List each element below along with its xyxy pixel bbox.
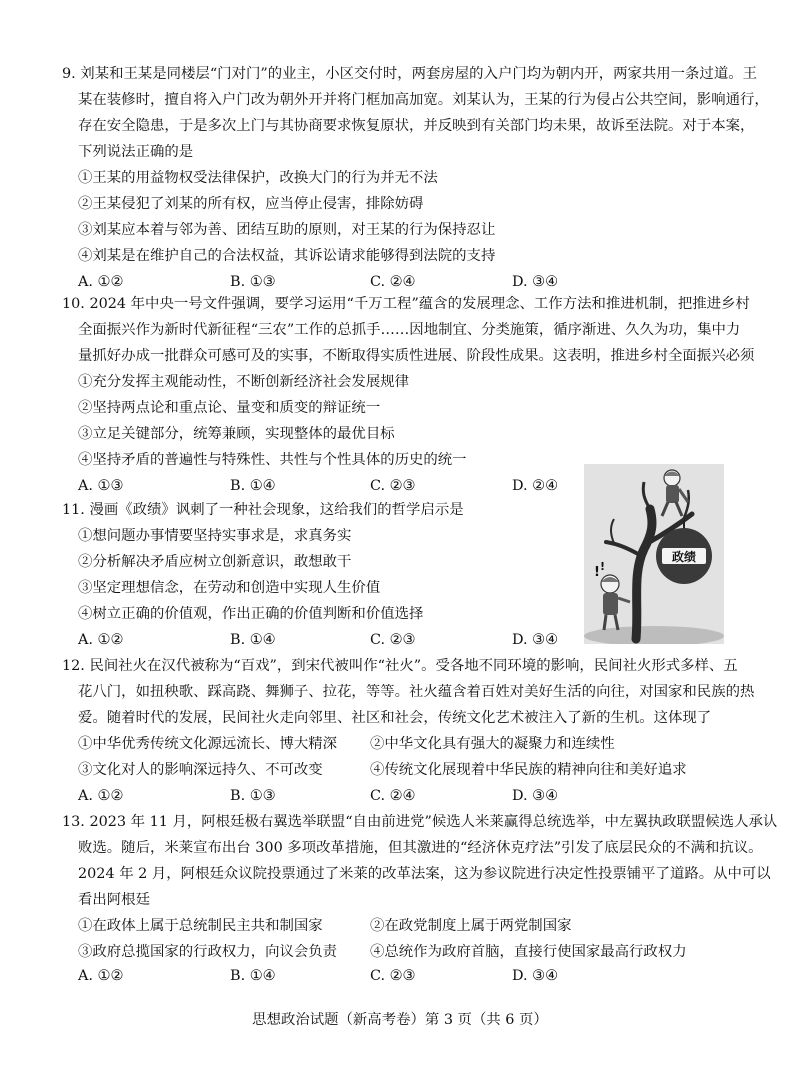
- q9-statement-1: ①王某的用益物权受法律保护，改换大门的行为并无不法: [78, 170, 438, 186]
- q10-statement-3: ③立足关键部分，统筹兼顾，实现整体的最优目标: [78, 426, 395, 442]
- q13-stem-line-2: 败选。随后，米莱宣布出台 300 多项改革措施，但其激进的“经济休克疗法”引发了底层民众的不满和抗议。: [78, 840, 763, 856]
- q9-statement-4: ④刘某是在维护自己的合法权益，其诉讼请求能够得到法院的支持: [78, 248, 496, 264]
- q10-stem-line-3: 量抓好办成一批群众可感可及的实事，不断取得实质性进展、阶段性成果。这表明，推进乡村全面振兴必须: [78, 348, 755, 364]
- q10-stem-line-1: 10. 2024 年中央一号文件强调，要学习运用“千万工程”蕴含的发展理念、工作方法和推进机制，把推进乡村: [62, 296, 750, 312]
- q11-statement-1: ①想问题办事情要坚持实事求是，求真务实: [78, 528, 352, 544]
- cartoon-illustration: [584, 464, 724, 644]
- q13-option-d: D. ③④: [512, 968, 558, 984]
- q9-statement-3: ③刘某应本着与邻为善、团结互助的原则，对王某的行为保持忍让: [78, 222, 496, 238]
- q13-statement-4: ④总统作为政府首脑，直接行使国家最高行政权力: [370, 944, 687, 960]
- q13-option-c: C. ②③: [370, 968, 416, 984]
- q12-statement-4: ④传统文化展现着中华民族的精神向往和美好追求: [370, 762, 687, 778]
- q9-stem-line-2: 某在装修时，擅自将入户门改为朝外开并将门框加高加宽。刘某认为，王某的行为侵占公共空间，影响通行，: [78, 92, 769, 108]
- q10-option-a: A. ①③: [78, 478, 124, 494]
- q12-option-b: B. ①③: [230, 788, 276, 804]
- q11-statement-3: ③坚定理想信念，在劳动和创造中实现人生价值: [78, 580, 381, 596]
- q12-statement-3: ③文化对人的影响深远持久、不可改变: [78, 762, 323, 778]
- q13-stem-line-3: 2024 年 2 月，阿根廷众议院投票通过了米莱的改革法案，这为参议院进行决定性投票铺平了道路。从中可以: [78, 866, 771, 882]
- q11-option-d: D. ③④: [512, 632, 558, 648]
- q9-option-a: A. ①②: [78, 274, 124, 290]
- q10-statement-2: ②坚持两点论和重点论、量变和质变的辩证统一: [78, 400, 381, 416]
- cartoon-svg: [584, 464, 724, 644]
- q9-statement-2: ②王某侵犯了刘某的所有权，应当停止侵害，排除妨碍: [78, 196, 424, 212]
- q10-stem-line-2: 全面振兴作为新时代新征程“三农”工作的总抓手……因地制宜、分类施策，循序渐进、久久为功，集中力: [78, 322, 741, 338]
- q10-statement-4: ④坚持矛盾的普遍性与特殊性、共性与个性具体的历史的统一: [78, 452, 467, 468]
- q13-option-a: A. ①②: [78, 968, 124, 984]
- page-footer: 思想政治试题（新高考卷）第 3 页（共 6 页）: [252, 1012, 548, 1028]
- q9-option-b: B. ①③: [230, 274, 276, 290]
- q10-option-c: C. ②③: [370, 478, 416, 494]
- q10-option-d: D. ②④: [512, 478, 558, 494]
- q13-option-b: B. ①④: [230, 968, 276, 984]
- q12-option-a: A. ①②: [78, 788, 124, 804]
- q13-statement-1: ①在政体上属于总统制民主共和制国家: [78, 918, 323, 934]
- q11-stem-line-1: 11. 漫画《政绩》讽刺了一种社会现象，这给我们的哲学启示是: [62, 502, 464, 518]
- q12-option-c: C. ②④: [370, 788, 416, 804]
- svg-text:!: !: [594, 565, 600, 580]
- q12-statement-1: ①中华优秀传统文化源远流长、博大精深: [78, 736, 338, 752]
- q11-option-a: A. ①②: [78, 632, 124, 648]
- q9-option-c: C. ②④: [370, 274, 416, 290]
- q11-option-b: B. ①④: [230, 632, 276, 648]
- q9-stem-line-1: 9. 刘某和王某是同楼层“门对门”的业主，小区交付时，两套房屋的入户门均为朝内开，两家共用一条过道。王: [62, 66, 757, 82]
- q11-statement-2: ②分析解决矛盾应树立创新意识，敢想敢干: [78, 554, 352, 570]
- q11-option-c: C. ②③: [370, 632, 416, 648]
- q12-stem-line-2: 花八门，如扭秧歌、踩高跷、舞狮子、拉花，等等。社火蕴含着百姓对美好生活的向往，对国家和民族的热: [78, 684, 755, 700]
- q10-option-b: B. ①④: [230, 478, 276, 494]
- q12-statement-2: ②中华文化具有强大的凝聚力和连续性: [370, 736, 615, 752]
- fruit-label: 政绩: [671, 550, 697, 564]
- svg-text:!: !: [600, 560, 606, 573]
- q11-statement-4: ④树立正确的价值观，作出正确的价值判断和价值选择: [78, 606, 424, 622]
- q12-stem-line-3: 爱。随着时代的发展，民间社火走向邻里、社区和社会，传统文化艺术被注入了新的生机。这体现了: [78, 710, 712, 726]
- q13-stem-line-4: 看出阿根廷: [78, 892, 150, 908]
- q10-statement-1: ①充分发挥主观能动性，不断创新经济社会发展规律: [78, 374, 409, 390]
- q13-stem-line-1: 13. 2023 年 11 月，阿根廷极右翼选举联盟“自由前进党”候选人米莱赢得总统选举，中左翼执政联盟候选人承认: [62, 814, 778, 830]
- q12-stem-line-1: 12. 民间社火在汉代被称为“百戏”，到宋代被叫作“社火”。受各地不同环境的影响，民间社火形式多样、五: [62, 658, 738, 674]
- q9-stem-line-3: 存在安全隐患，于是多次上门与其协商要求恢复原状，并反映到有关部门均未果，故诉至法院。对于本案，: [78, 118, 755, 134]
- q9-option-d: D. ③④: [512, 274, 558, 290]
- q13-statement-3: ③政府总揽国家的行政权力，向议会负责: [78, 944, 338, 960]
- q13-statement-2: ②在政党制度上属于两党制国家: [370, 918, 572, 934]
- q12-option-d: D. ③④: [512, 788, 558, 804]
- q9-stem-line-4: 下列说法正确的是: [78, 144, 194, 160]
